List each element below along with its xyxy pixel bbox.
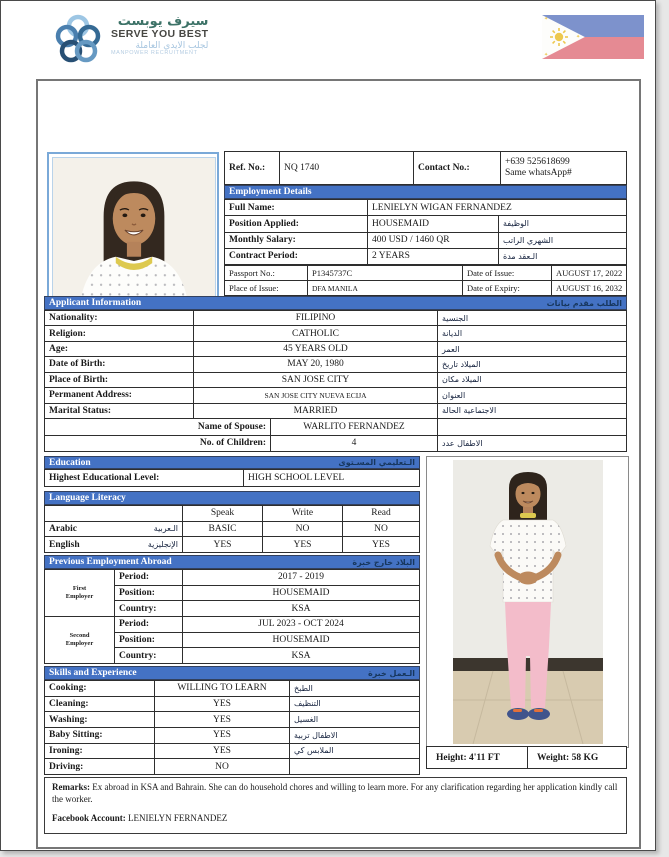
language-corner-cell bbox=[45, 506, 182, 521]
first-position-label: Position: bbox=[115, 586, 182, 601]
first-country-label: Country: bbox=[115, 601, 182, 616]
no-of-children-arabic: الاطفال عدد bbox=[438, 436, 626, 452]
date-of-birth-label: Date of Birth: bbox=[45, 357, 193, 371]
highest-educational-level-value: HIGH SCHOOL LEVEL bbox=[244, 470, 419, 486]
highest-educational-level-label: Highest Educational Level: bbox=[45, 470, 243, 486]
previous-employment-header: Previous Employment Abroad البلاد خارج خبرة bbox=[44, 555, 420, 569]
contract-period-label: Contract Period: bbox=[225, 249, 367, 264]
first-employer-label: First Employer bbox=[45, 570, 114, 616]
second-period-value: JUL 2023 - OCT 2024 bbox=[183, 617, 419, 632]
ironing-label: Ironing: bbox=[45, 744, 154, 759]
ironing-arabic: الملابس كي bbox=[290, 744, 419, 759]
place-of-issue-value: DFA MANILA bbox=[308, 281, 462, 295]
flag-star-icon: ✦ bbox=[544, 17, 549, 22]
baby-sitting-label: Baby Sitting: bbox=[45, 728, 154, 743]
monthly-salary-value: 400 USD / 1460 QR bbox=[368, 233, 498, 248]
applicant-information-table bbox=[44, 310, 627, 419]
religion-label: Religion: bbox=[45, 326, 193, 340]
applicant-information-header: Applicant Information الطلب مقدم بيانات bbox=[44, 296, 627, 310]
previous-employment-table bbox=[44, 569, 420, 664]
second-country-value: KSA bbox=[183, 648, 419, 663]
education-header: Education الـتعليمي المسـتوى bbox=[44, 456, 420, 469]
logo-english-title: SERVE YOU BEST bbox=[111, 27, 209, 40]
second-period-label: Period: bbox=[115, 617, 182, 632]
contract-period-arabic: الـعقد مدة bbox=[499, 249, 626, 264]
position-applied-label: Position Applied: bbox=[225, 216, 367, 231]
applicant-information-header-arabic: الطلب مقدم بيانات bbox=[546, 298, 622, 308]
age-value: 45 YEARS OLD bbox=[194, 342, 437, 356]
cleaning-arabic: التنظيف bbox=[290, 697, 419, 712]
applicant-portrait-photo bbox=[47, 152, 219, 300]
driving-label: Driving: bbox=[45, 759, 154, 774]
passport-no-value: P1345737C bbox=[308, 266, 462, 280]
place-of-birth-value: SAN JOSE CITY bbox=[194, 373, 437, 387]
age-label: Age: bbox=[45, 342, 193, 356]
fullbody-illustration bbox=[453, 460, 603, 744]
age-arabic: العمر bbox=[438, 342, 626, 356]
agency-logo bbox=[51, 12, 208, 68]
portrait-illustration bbox=[53, 158, 215, 296]
driving-arabic bbox=[290, 759, 419, 774]
religion-value: CATHOLIC bbox=[194, 326, 437, 340]
place-of-issue-label: Place of Issue: bbox=[225, 281, 307, 295]
baby-sitting-arabic: الاطفال تربية bbox=[290, 728, 419, 743]
nationality-label: Nationality: bbox=[45, 311, 193, 325]
first-period-label: Period: bbox=[115, 570, 182, 585]
date-of-issue-label: Date of Issue: bbox=[463, 266, 551, 280]
applicant-fullbody-photo bbox=[426, 456, 629, 748]
marital-status-value: MARRIED bbox=[194, 404, 437, 418]
employment-details-header: Employment Details bbox=[224, 185, 627, 199]
permanent-address-label: Permanent Address: bbox=[45, 388, 193, 402]
skills-experience-header-arabic: الـعمل خبرة bbox=[367, 668, 415, 678]
first-country-value: KSA bbox=[183, 601, 419, 616]
applicant-family-table bbox=[44, 419, 627, 452]
permanent-address-arabic: العنوان bbox=[438, 388, 626, 402]
driving-value: NO bbox=[155, 759, 289, 774]
cooking-arabic: الطبخ bbox=[290, 681, 419, 696]
speak-column-header: Speak bbox=[183, 506, 262, 521]
permanent-address-value: SAN JOSE CITY NUEVA ECIJA bbox=[194, 388, 437, 402]
washing-arabic: الغسيل bbox=[290, 712, 419, 727]
cooking-label: Cooking: bbox=[45, 681, 154, 696]
contract-period-value: 2 YEARS bbox=[368, 249, 498, 264]
ref-contact-table bbox=[224, 151, 627, 185]
monthly-salary-arabic: الشهري الراتب bbox=[499, 233, 626, 248]
ref-no-value: NQ 1740 bbox=[280, 152, 413, 184]
full-name-value: LENIELYN WIGAN FERNANDEZ bbox=[368, 200, 626, 215]
passport-table bbox=[224, 265, 627, 296]
no-of-children-value: 4 bbox=[271, 436, 437, 452]
english-write-value: YES bbox=[263, 537, 342, 552]
monthly-salary-label: Monthly Salary: bbox=[225, 233, 367, 248]
flag-star-icon: ✦ bbox=[576, 35, 581, 40]
second-employer-label: Second Employer bbox=[45, 617, 114, 663]
arabic-write-value: NO bbox=[263, 522, 342, 537]
contact-no-label: Contact No.: bbox=[414, 152, 500, 184]
date-of-birth-arabic: الميلاد تاريخ bbox=[438, 357, 626, 371]
flag-sun-icon bbox=[546, 24, 574, 50]
nationality-arabic: الجنسية bbox=[438, 311, 626, 325]
date-of-expiry-label: Date of Expiry: bbox=[463, 281, 551, 295]
remarks-label: Remarks: bbox=[52, 782, 90, 792]
arabic-read-value: NO bbox=[343, 522, 419, 537]
washing-label: Washing: bbox=[45, 712, 154, 727]
marital-status-arabic: الاجتماعية الحالة bbox=[438, 404, 626, 418]
english-read-value: YES bbox=[343, 537, 419, 552]
date-of-issue-value: AUGUST 17, 2022 bbox=[552, 266, 626, 280]
cleaning-value: YES bbox=[155, 697, 289, 712]
philippines-flag-icon bbox=[542, 15, 644, 59]
english-speak-value: YES bbox=[183, 537, 262, 552]
employment-details-table bbox=[224, 199, 627, 265]
arabic-language-row-label: Arabic الـعربية bbox=[45, 522, 182, 537]
read-column-header: Read bbox=[343, 506, 419, 521]
first-period-value: 2017 - 2019 bbox=[183, 570, 419, 585]
date-of-expiry-value: AUGUST 16, 2032 bbox=[552, 281, 626, 295]
place-of-birth-arabic: الميلاد مكان bbox=[438, 373, 626, 387]
weight-value: Weight: 58 KG bbox=[528, 747, 626, 768]
religion-arabic: الديانة bbox=[438, 326, 626, 340]
flag-star-icon: ✦ bbox=[544, 53, 549, 58]
no-of-children-label: No. of Children: bbox=[45, 436, 270, 452]
baby-sitting-value: YES bbox=[155, 728, 289, 743]
arabic-speak-value: BASIC bbox=[183, 522, 262, 537]
language-literacy-header: Language Literacy bbox=[44, 491, 420, 505]
remarks-text: Remarks: Ex abroad in KSA and Bahrain. She can do household chores and willing to learn more. For any clarification regarding her application kindly call the worker. bbox=[52, 782, 618, 804]
nationality-value: FILIPINO bbox=[194, 311, 437, 325]
place-of-birth-label: Place of Birth: bbox=[45, 373, 193, 387]
position-applied-value: HOUSEMAID bbox=[368, 216, 498, 231]
full-name-label: Full Name: bbox=[225, 200, 367, 215]
knot-logo-icon bbox=[51, 12, 105, 68]
education-header-arabic: الـتعليمي المسـتوى bbox=[338, 458, 415, 467]
english-language-row-label: English الإنجليزية bbox=[45, 537, 182, 552]
remarks-box bbox=[44, 777, 627, 834]
marital-status-label: Marital Status: bbox=[45, 404, 193, 418]
logo-english-subtitle: MANPOWER RECRUITMENT bbox=[111, 50, 198, 57]
ironing-value: YES bbox=[155, 744, 289, 759]
skills-experience-table bbox=[44, 680, 420, 775]
name-of-spouse-value: WARLITO FERNANDEZ bbox=[271, 419, 437, 435]
second-country-label: Country: bbox=[115, 648, 182, 663]
logo-arabic-title: سيرف يوبست bbox=[117, 14, 209, 29]
second-position-value: HOUSEMAID bbox=[183, 633, 419, 648]
second-position-label: Position: bbox=[115, 633, 182, 648]
logo-arabic-subtitle: لجلب الايدي العاملة bbox=[135, 40, 209, 51]
contact-no-value: +639 525618699 Same whatsApp# bbox=[501, 152, 626, 184]
measurements-table bbox=[426, 746, 627, 769]
language-literacy-table bbox=[44, 505, 420, 553]
facebook-account-line: Facebook Account: LENIELYN FERNANDEZ bbox=[52, 813, 228, 824]
name-of-spouse-arabic bbox=[438, 419, 626, 435]
cooking-value: WILLING TO LEARN bbox=[155, 681, 289, 696]
height-value: Height: 4'11 FT bbox=[427, 747, 527, 768]
washing-value: YES bbox=[155, 712, 289, 727]
cleaning-label: Cleaning: bbox=[45, 697, 154, 712]
education-table bbox=[44, 469, 420, 487]
passport-no-label: Passport No.: bbox=[225, 266, 307, 280]
previous-employment-header-arabic: البلاد خارج خبرة bbox=[352, 557, 415, 567]
name-of-spouse-label: Name of Spouse: bbox=[45, 419, 270, 435]
skills-experience-header: Skills and Experience الـعمل خبرة bbox=[44, 666, 420, 680]
position-applied-arabic: الوظيفة bbox=[499, 216, 626, 231]
date-of-birth-value: MAY 20, 1980 bbox=[194, 357, 437, 371]
facebook-account-label: Facebook Account: bbox=[52, 813, 126, 824]
write-column-header: Write bbox=[263, 506, 342, 521]
ref-no-label: Ref. No.: bbox=[225, 152, 279, 184]
first-position-value: HOUSEMAID bbox=[183, 586, 419, 601]
